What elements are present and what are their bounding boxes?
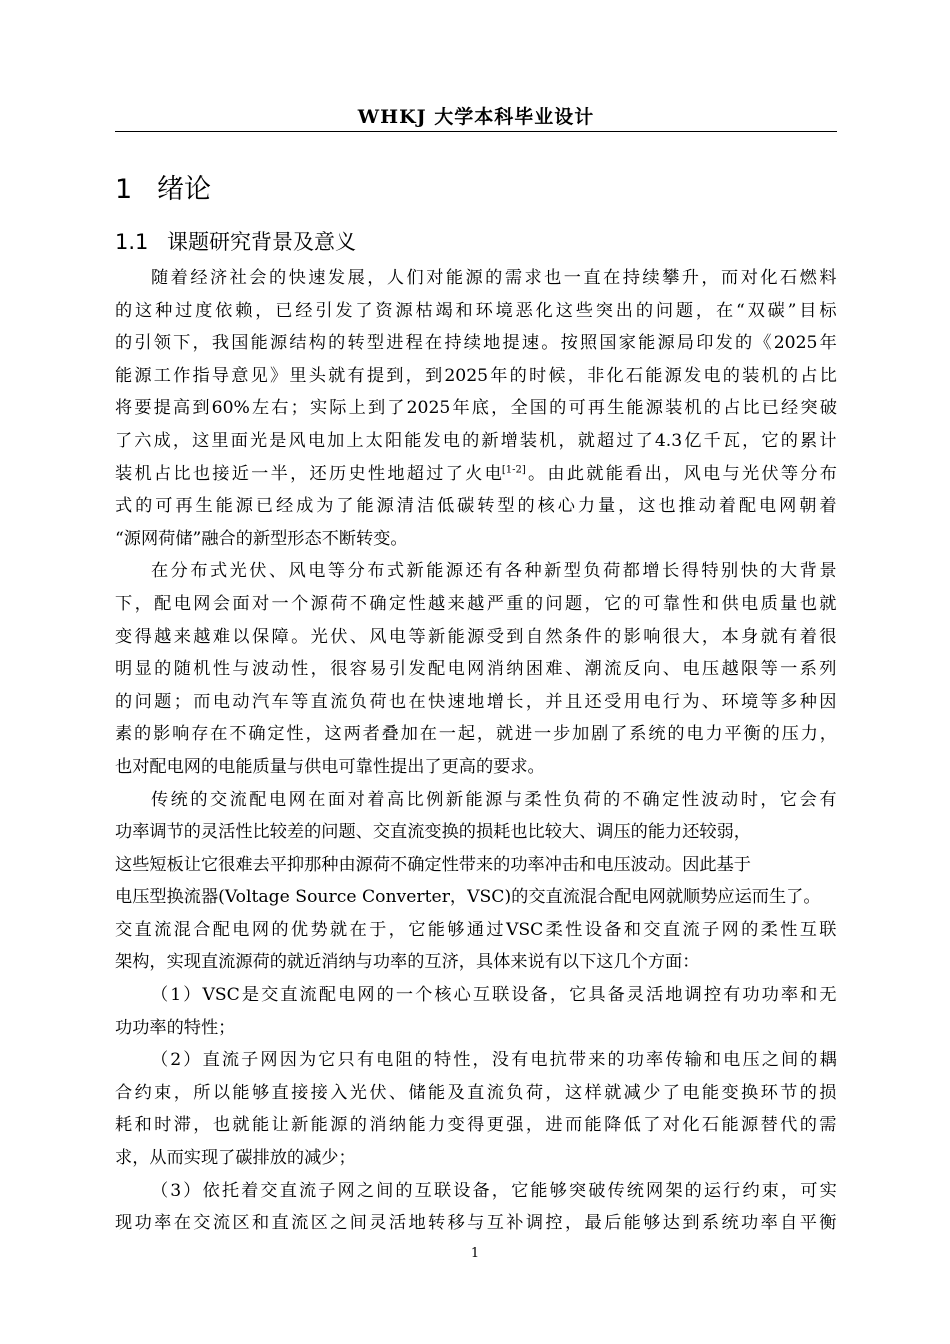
text-line: 也对配电网的电能质量与供电可靠性提出了更高的要求。: [115, 756, 545, 777]
text-line: 电压型换流器(Voltage Source Converter，VSC)的交直流混合配电网就顺势应运而生了。: [115, 887, 821, 908]
section-number: 1.1: [115, 230, 149, 254]
section-heading: [115, 226, 356, 258]
body-text: [115, 262, 837, 1240]
text-line: 的 引 领 下 ， 我 国 能 源 结 构 的 转 型 进 程 在 持 续 地 提 速 。 按 照 国 家 能 源 局 印 发 的 《 2025 年: [115, 333, 837, 354]
text-line: （ 3 ） 依 托 着 交 直 流 子 网 之 间 的 互 联 设 备 ， 它 能 够 突 破 传 统 网 架 的 运 行 约 束 ， 可 实: [151, 1180, 837, 1201]
section-title: 课题研究背景及意义: [167, 230, 356, 254]
text-line: 装 机 占 比 也 接 近 一 半 ， 还 历 史 性 地 超 过 了 火 电[1-2] 。 由 此 就 能 看 出 ， 风 电 与 光 伏 等 分 布: [115, 463, 837, 484]
text-line: 功率调节的灵活性比较差的问题、交直流变换的损耗也比较大、调压的能力还较弱，: [115, 822, 751, 843]
text-line: 的 这 种 过 度 依 赖 ， 已 经 引 发 了 资 源 枯 竭 和 环 境 恶 化 这 些 突 出 的 问 题 ， 在 “ 双 碳 ” 目 标: [115, 300, 837, 321]
text-line: 将 要 提 高 到 60% 左 右 ； 实 际 上 到 了 2025 年 底 ， 全 国 的 可 再 生 能 源 装 机 的 占 比 已 经 突 破: [115, 398, 837, 419]
chapter-number: 1: [115, 174, 133, 205]
text-line: 传 统 的 交 流 配 电 网 在 面 对 着 高 比 例 新 能 源 与 柔 性 负 荷 的 不 确 定 性 波 动 时 ， 它 会 有: [151, 789, 837, 810]
text-line: 交 直 流 混 合 配 电 网 的 优 势 就 在 于 ， 它 能 够 通 过 VSC 柔 性 设 备 和 交 直 流 子 网 的 柔 性 互 联: [115, 919, 837, 940]
text-line: （ 2 ） 直 流 子 网 因 为 它 只 有 电 阻 的 特 性 ， 没 有 电 抗 带 来 的 功 率 传 输 和 电 压 之 间 的 耦: [151, 1050, 837, 1071]
text-line: 变 得 越 来 越 难 以 保 障 。 光 伏 、 风 电 等 新 能 源 受 到 自 然 条 件 的 影 响 很 大 ， 本 身 就 有 着 很: [115, 626, 837, 647]
text-line: 明 显 的 随 机 性 与 波 动 性 ， 很 容 易 引 发 配 电 网 消 纳 困 难 、 潮 流 反 向 、 电 压 越 限 等 一 系 列: [115, 659, 837, 680]
text-line: 随 着 经 济 社 会 的 快 速 发 展 ， 人 们 对 能 源 的 需 求 也 一 直 在 持 续 攀 升 ， 而 对 化 石 燃 料: [151, 268, 837, 288]
text-line: “源网荷储”融合的新型形态不断转变。: [115, 528, 408, 549]
text-line: 这些短板让它很难去平抑那种由源荷不确定性带来的功率冲击和电压波动。因此基于: [115, 854, 751, 875]
text-line: （ 1 ） VSC 是 交 直 流 配 电 网 的 一 个 核 心 互 联 设 备 ， 它 具 备 灵 活 地 调 控 有 功 功 率 和 无: [151, 985, 837, 1006]
text-line: 求，从而实现了碳排放的减少；: [115, 1148, 356, 1169]
page-number: 1: [470, 1246, 480, 1261]
text-line: 功功率的特性；: [115, 1017, 236, 1038]
chapter-title: 绪论: [157, 174, 211, 205]
text-line: 耗 和 时 滞 ， 也 就 能 让 新 能 源 的 消 纳 能 力 变 得 更 强 ， 进 而 能 降 低 了 对 化 石 能 源 替 代 的 需: [115, 1115, 837, 1136]
header-rule: [115, 131, 837, 132]
text-line: 现 功 率 在 交 流 区 和 直 流 区 之 间 灵 活 地 转 移 与 互 补 调 控 ， 最 后 能 够 达 到 系 统 功 率 自 平 衡: [115, 1213, 837, 1234]
page-header: WHKJ 大学本科毕业设计: [357, 106, 595, 128]
text-line: 在 分 布 式 光 伏 、 风 电 等 分 布 式 新 能 源 还 有 各 种 新 型 负 荷 都 增 长 得 特 别 快 的 大 背 景: [151, 561, 837, 582]
citation-ref: [1-2]: [501, 463, 526, 475]
text-line: 能 源 工 作 指 导 意 见 》 里 头 就 有 提 到 ， 到 2025 年 的 时 候 ， 非 化 石 能 源 发 电 的 装 机 的 占 比: [115, 365, 837, 386]
text-line: 下 ， 配 电 网 会 面 对 一 个 源 荷 不 确 定 性 越 来 越 严 重 的 问 题 ， 它 的 可 靠 性 和 供 电 质 量 也 就: [115, 593, 837, 614]
text-line: 素 的 影 响 存 在 不 确 定 性 ， 这 两 者 叠 加 在 一 起 ， 就 进 一 步 加 剧 了 系 统 的 电 力 平 衡 的 压 力 ，: [115, 724, 837, 745]
text-line: 的 问 题 ； 而 电 动 汽 车 等 直 流 负 荷 也 在 快 速 地 增 长 ， 并 且 还 受 用 电 行 为 、 环 境 等 多 种 因: [115, 691, 837, 712]
text-line: 合 约 束 ， 所 以 能 够 直 接 接 入 光 伏 、 储 能 及 直 流 负 荷 ， 这 样 就 减 少 了 电 能 变 换 环 节 的 损: [115, 1082, 837, 1103]
chapter-heading: [115, 172, 211, 208]
text-line: 架构，实现直流源荷的就近消纳与功率的互济，具体来说有以下这几个方面：: [115, 952, 700, 973]
text-line: 了 六 成 ， 这 里 面 光 是 风 电 加 上 太 阳 能 发 电 的 新 增 装 机 ， 就 超 过 了 4.3 亿 千 瓦 ， 它 的 累 计: [115, 430, 837, 451]
text-line: 式 的 可 再 生 能 源 已 经 成 为 了 能 源 清 洁 低 碳 转 型 的 核 心 力 量 ， 这 也 推 动 着 配 电 网 朝 着: [115, 496, 837, 517]
